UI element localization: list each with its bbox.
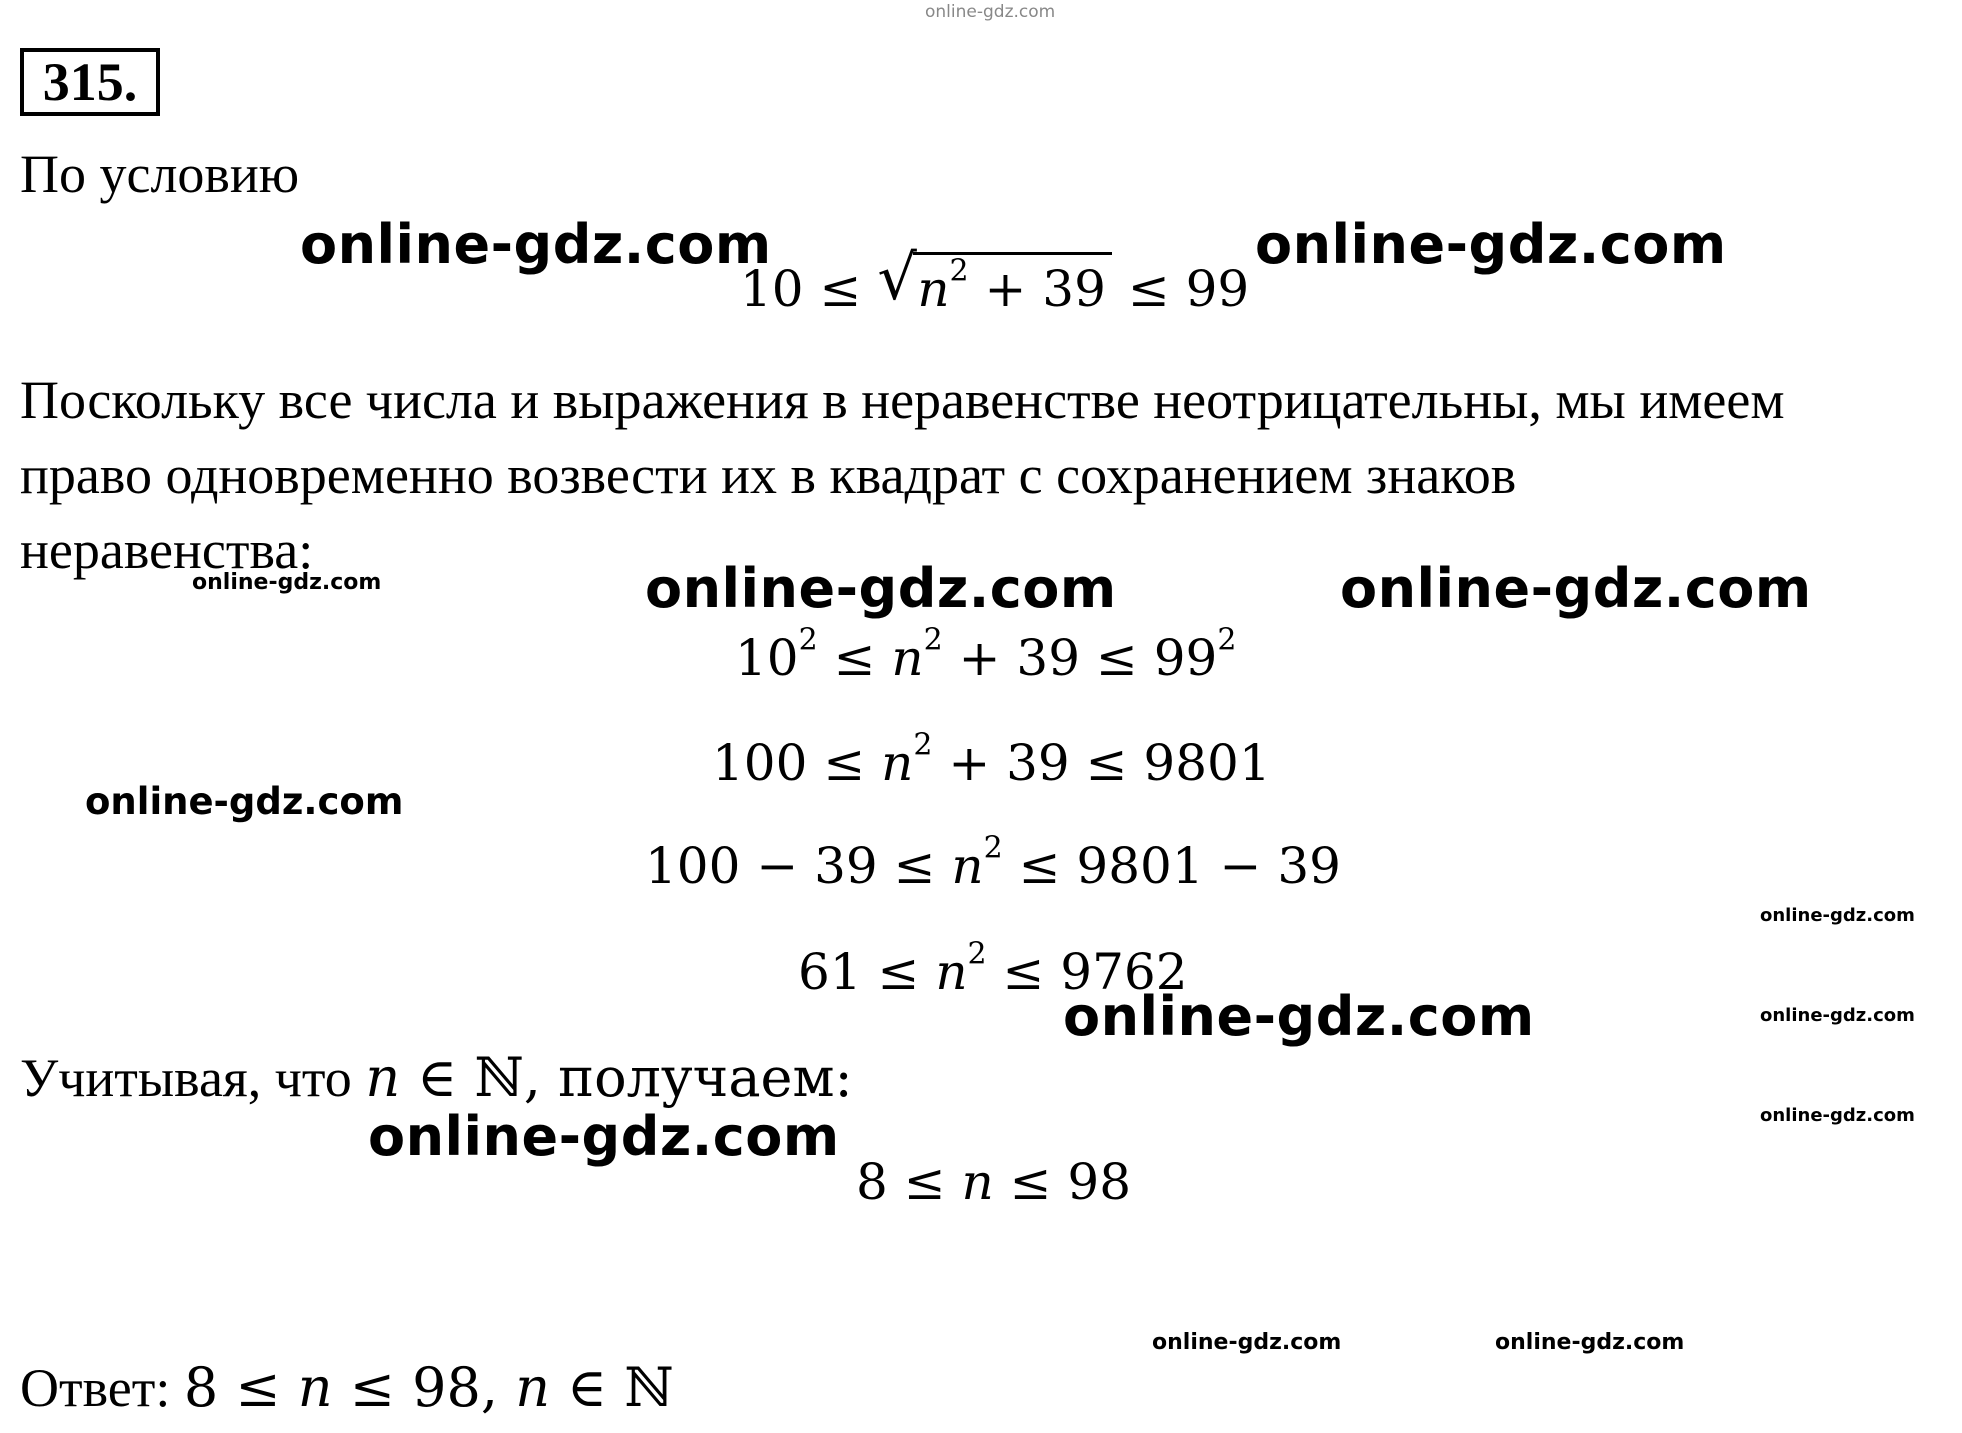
watermark: online-gdz.com [300, 213, 772, 276]
formula-part: 61 ≤ [798, 943, 936, 1001]
watermark: online-gdz.com [1063, 985, 1535, 1048]
formula-part: ≤ [817, 629, 892, 687]
watermark: online-gdz.com [1760, 1005, 1915, 1026]
variable-n: n [891, 629, 924, 687]
formula-final [856, 1152, 1131, 1212]
exponent: 2 [1217, 622, 1237, 658]
explanation-line-2: право одновременно возвести их в квадрат с сохранением знаков [20, 445, 1517, 505]
exponent: 2 [923, 622, 943, 658]
answer-part: 8 ≤ [183, 1356, 298, 1419]
sqrt-radicand [913, 252, 1112, 319]
formula-part: ≤ 98 [993, 1153, 1132, 1211]
watermark: online-gdz.com [192, 570, 382, 595]
given-set: ∈ ℕ, получаем: [400, 1046, 853, 1109]
exponent: 2 [798, 622, 818, 658]
formula-part: ≤ 9801 − 39 [1002, 837, 1341, 895]
formula-part: ≤ 99 [1111, 260, 1250, 318]
formula-part: + 39 [968, 260, 1106, 318]
intro-text: По условию [20, 144, 300, 204]
problem-number: 315. [20, 48, 160, 116]
answer-label: Ответ: [20, 1358, 184, 1418]
variable-n: n [917, 260, 950, 318]
watermark: online-gdz.com [1760, 1105, 1915, 1126]
exponent: 2 [913, 727, 933, 763]
formula-part: 100 ≤ [712, 734, 882, 792]
formula-subtract [645, 830, 1341, 896]
explanation-line-3: неравенства: [20, 520, 314, 580]
variable-n: n [961, 1153, 994, 1211]
formula-part: 100 − 39 ≤ [645, 837, 952, 895]
watermark-top: online-gdz.com [925, 2, 1056, 22]
answer-line [20, 1350, 674, 1426]
sqrt-expression [877, 241, 1112, 319]
watermark: online-gdz.com [645, 557, 1117, 620]
given-prefix: Учитывая, что [20, 1048, 366, 1108]
formula-expanded [712, 727, 1271, 793]
exponent: 2 [949, 253, 969, 289]
watermark: online-gdz.com [368, 1105, 840, 1168]
watermark: online-gdz.com [1152, 1330, 1342, 1355]
formula-squared [735, 622, 1237, 688]
variable-n: n [365, 1046, 401, 1109]
variable-n: n [515, 1356, 550, 1419]
formula-part: 10 [735, 629, 799, 687]
formula-part: + 39 ≤ 9801 [932, 734, 1271, 792]
formula-given [740, 241, 1250, 319]
variable-n: n [935, 943, 968, 1001]
watermark: online-gdz.com [1495, 1330, 1685, 1355]
variable-n: n [881, 734, 914, 792]
watermark: online-gdz.com [1255, 213, 1727, 276]
variable-n: n [951, 837, 984, 895]
formula-part: 8 ≤ [856, 1153, 962, 1211]
sqrt-icon: √ [877, 241, 917, 314]
formula-part: + 39 ≤ 99 [942, 629, 1218, 687]
formula-part: 10 ≤ [740, 260, 878, 318]
variable-n: n [297, 1356, 333, 1419]
exponent: 2 [967, 936, 987, 972]
exponent: 2 [983, 830, 1003, 866]
watermark: online-gdz.com [85, 780, 404, 823]
answer-part: ∈ ℕ [549, 1356, 674, 1419]
watermark: online-gdz.com [1760, 905, 1915, 926]
formula-part: ≤ 9762 [986, 943, 1188, 1001]
explanation-line-1: Поскольку все числа и выражения в неравенстве неотрицательны, мы имеем [20, 370, 1785, 430]
watermark: online-gdz.com [1340, 557, 1812, 620]
answer-part: ≤ 98, [332, 1356, 516, 1419]
